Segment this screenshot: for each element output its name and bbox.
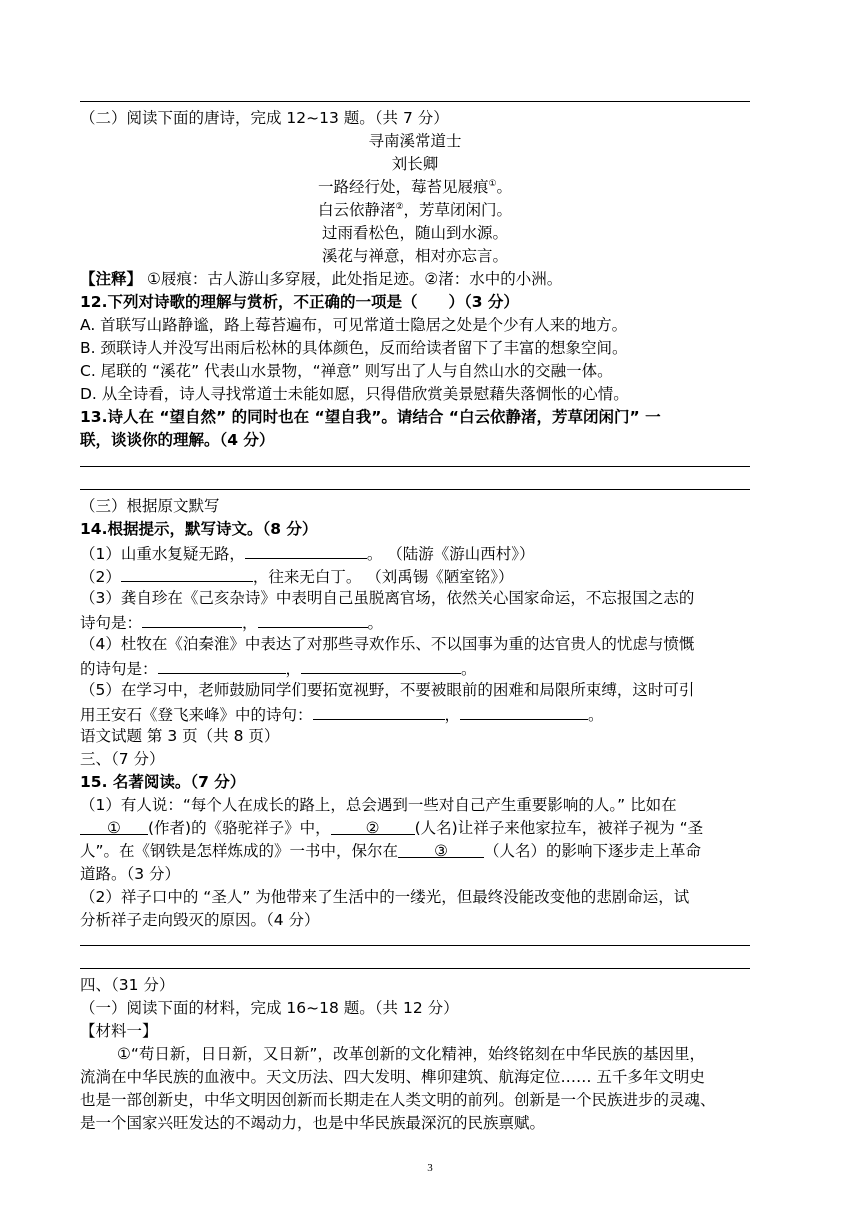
item-5-line-2: 用王安石《登飞来峰》中的诗句： ， 。: [80, 702, 785, 726]
part-4-header: 四、（31 分）: [80, 976, 175, 994]
q15-part2-line-2: 分析祥子走向毁灭的原因。（4 分）: [80, 911, 320, 929]
part-3-header: 三、（7 分）: [80, 750, 165, 768]
item-2: （2） ，往来无白丁。 （刘禹锡《陋室铭》）: [80, 564, 785, 588]
fill-blank[interactable]: [245, 541, 367, 559]
material-1-para-line-4: 是一个国家兴旺发达的不竭动力，也是中华民族最深沉的民族禀赋。: [80, 1114, 546, 1132]
q15-part1-line-4: 道路。（3 分）: [80, 865, 181, 883]
material-1-para-line-1: ①“苟日新，日日新，又日新”，改革创新的文化精神，始终铭刻在中华民族的基因里，: [117, 1045, 705, 1063]
footnote-mark-1: ①: [488, 178, 497, 189]
fill-blank[interactable]: [121, 564, 253, 582]
item-3-line-1: （3）龚自珍在《己亥杂诗》中表明自己虽脱离官场，依然关心国家命运，不忘报国之志的: [80, 589, 695, 607]
answer-line[interactable]: [80, 466, 750, 467]
page-footer-text: 语文试题 第 3 页（共 8 页）: [80, 727, 280, 745]
q15-part1-line-3: 人”。在《钢铁是怎样炼成的》一书中，保尔在 ③ （人名）的影响下逐步走上革命: [80, 842, 702, 860]
option-d: D. 从全诗看，诗人寻找常道士未能如愿，只得借欣赏美景慰藉失落惆怅的心情。: [80, 385, 629, 403]
item-4-line-1: （4）杜牧在《泊秦淮》中表达了对那些寻欢作乐、不以国事为重的达官贵人的忧虑与愤慨: [80, 635, 695, 653]
poem-notes: 【注释】 ①屐痕：古人游山多穿屐，此处指足迹。②渚：水中的小洲。: [80, 270, 563, 288]
fill-blank[interactable]: [142, 610, 242, 628]
fill-blank-3[interactable]: ③: [398, 840, 484, 858]
poem-line-3: 过雨看松色，随山到水源。: [321, 224, 508, 242]
fill-blank[interactable]: [460, 702, 588, 720]
top-rule: [80, 101, 750, 102]
q15-part1-line-1: （1）有人说：“每个人在成长的路上，总会遇到一些对自己产生重要影响的人。” 比如在: [80, 796, 677, 814]
question-14: 14.根据提示，默写诗文。（8 分）: [80, 520, 318, 538]
fill-blank-2[interactable]: ②: [331, 817, 415, 835]
question-13-line-2: 联，谈谈你的理解。（4 分）: [80, 431, 275, 449]
poem-line-2: 白云依静渚②，芳草闭闲门。: [317, 201, 513, 219]
section-3-header: （三）根据原文默写: [80, 497, 220, 515]
item-3-line-2: 诗句是： ， 。: [80, 610, 785, 634]
option-b: B. 颈联诗人并没写出雨后松林的具体颜色，反而给读者留下了丰富的想象空间。: [80, 339, 628, 357]
page-number: 3: [427, 1162, 433, 1174]
material-1-para-line-2: 流淌在中华民族的血液中。天文历法、四大发明、榫卯建筑、航海定位…… 五千多年文明史: [80, 1068, 705, 1086]
q15-part1-line-2: ① (作者)的《骆驼祥子》中， ② (人名)让祥子来他家拉车，被祥子视为 “圣: [80, 817, 785, 839]
question-12: 12.下列对诗歌的理解与赏析，不正确的一项是（ ）（3 分）: [80, 293, 519, 311]
item-1: （1）山重水复疑无路， 。 （陆游《游山西村》）: [80, 541, 785, 565]
item-4-line-2: 的诗句是： ， 。: [80, 656, 785, 680]
fill-blank[interactable]: [301, 656, 461, 674]
notes-label: 【注释】: [80, 270, 143, 288]
part-4-subheader: （一）阅读下面的材料，完成 16~18 题。（共 12 分）: [80, 999, 459, 1017]
fill-blank[interactable]: [258, 610, 368, 628]
item-5-line-1: （5）在学习中，老师鼓励同学们要拓宽视野，不要被眼前的困难和局限所束缚，这时可引: [80, 681, 695, 699]
fill-blank[interactable]: [158, 656, 286, 674]
poem-title: 寻南溪常道士: [368, 132, 462, 150]
q15-part2-line-1: （2）祥子口中的 “圣人” 为他带来了生活中的一缕光，但最终没能改变他的悲剧命运，试: [80, 888, 690, 906]
poem-line-1: 一路经行处，莓苔见屐痕①。: [317, 178, 513, 196]
section-2-header: （二）阅读下面的唐诗，完成 12~13 题。（共 7 分）: [80, 109, 449, 127]
poem-line-4: 溪花与禅意，相对亦忘言。: [321, 247, 508, 265]
question-13-line-1: 13.诗人在 “望自然” 的同时也在 “望自我”。请结合 “白云依静渚，芳草闭闲门” 一: [80, 408, 661, 426]
poem-author: 刘长卿: [391, 155, 439, 173]
question-15: 15. 名著阅读。（7 分）: [80, 773, 246, 791]
fill-blank-1[interactable]: ①: [80, 817, 148, 835]
fill-blank[interactable]: [313, 702, 445, 720]
option-c: C. 尾联的 “溪花” 代表山水景物，“禅意” 则写出了人与自然山水的交融一体。: [80, 362, 613, 380]
answer-line[interactable]: [80, 945, 750, 946]
footnote-mark-2: ②: [395, 201, 404, 212]
answer-line[interactable]: [80, 489, 750, 490]
answer-line[interactable]: [80, 968, 750, 969]
option-a: A. 首联写山路静谧，路上莓苔遍布，可见常道士隐居之处是个少有人来的地方。: [80, 316, 628, 334]
material-1-label: 【材料一】: [80, 1022, 158, 1040]
material-1-para-line-3: 也是一部创新史，中华文明因创新而长期走在人类文明的前列。创新是一个民族进步的灵魂、: [80, 1091, 716, 1109]
